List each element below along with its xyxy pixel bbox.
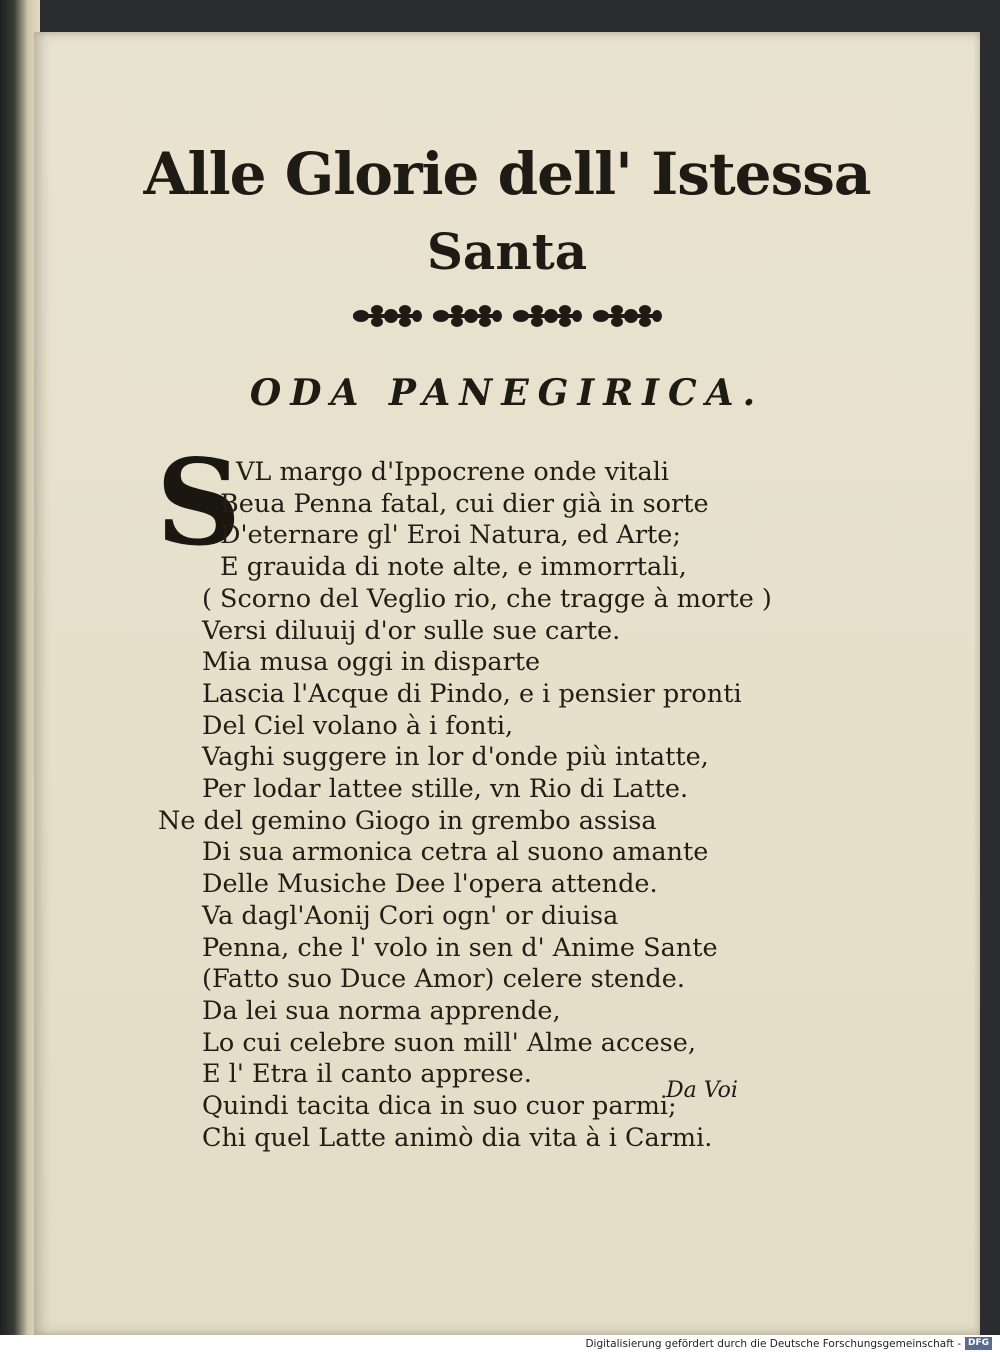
poem-subtitle: ODA PANEGIRICA. <box>249 372 765 414</box>
footer-credit: Digitalisierung gefördert durch die Deutsche Forschungsgemeinschaft - <box>585 1337 961 1350</box>
footer-bar <box>0 1335 1000 1352</box>
poem-body <box>158 457 774 1154</box>
poem-line: Da lei sua norma apprende, <box>202 995 561 1026</box>
poem-line: (Fatto suo Duce Amor) celere stende. <box>202 964 685 995</box>
poem-line: Lo cui celebre suon mill' Alme accese, <box>202 1027 696 1058</box>
poem-line: Ne del gemino Giogo in grembo assisa <box>158 805 657 836</box>
ornament-icon <box>511 300 583 332</box>
poem-line: D'eternare gl' Eroi Natura, ed Arte; <box>220 520 681 551</box>
ornament-band <box>34 300 980 332</box>
poem-line: Quindi tacita dica in suo cuor parmi; <box>202 1091 677 1122</box>
dfg-logo-icon: DFG <box>965 1337 992 1350</box>
poem-line: E l' Etra il canto apprese. <box>202 1059 532 1090</box>
poem-line: Lascia l'Acque di Pindo, e i pensier pronti <box>202 678 742 709</box>
page-title-line1: Alle Glorie dell' Istessa <box>143 140 871 208</box>
poem-line: ( Scorno del Veglio rio, che tragge à morte ) <box>202 583 772 614</box>
catchword: Da Voi <box>666 1078 738 1103</box>
poem-line: Vaghi suggere in lor d'onde più intatte, <box>202 742 709 773</box>
poem-line: Delle Musiche Dee l'opera attende. <box>202 869 658 900</box>
poem-line: Penna, che l' volo in sen d' Anime Sante <box>202 932 718 963</box>
drop-cap: S <box>156 433 242 572</box>
poem-line: Va dagl'Aonij Cori ogn' or diuisa <box>202 900 619 931</box>
ornament-icon <box>591 300 663 332</box>
poem-line: Versi diluuij d'or sulle sue carte. <box>202 615 621 646</box>
poem-line: Chi quel Latte animò dia vita à i Carmi. <box>202 1122 713 1153</box>
page-title-line2: Santa <box>426 222 588 281</box>
poem-line: Per lodar lattee stille, vn Rio di Latte. <box>202 774 689 805</box>
ornament-icon <box>431 300 503 332</box>
book-page <box>34 32 980 1335</box>
poem-line: E grauida di note alte, e immorrtali, <box>220 552 687 583</box>
poem-line: Beua Penna fatal, cui dier già in sorte <box>220 488 709 519</box>
poem-line: VL margo d'Ippocrene onde vitali <box>236 457 670 487</box>
poem-line: Di sua armonica cetra al suono amante <box>202 837 709 868</box>
ornament-icon <box>351 300 423 332</box>
poem-line: Del Ciel volano à i fonti, <box>202 710 514 741</box>
poem-line: Mia musa oggi in disparte <box>202 647 541 678</box>
